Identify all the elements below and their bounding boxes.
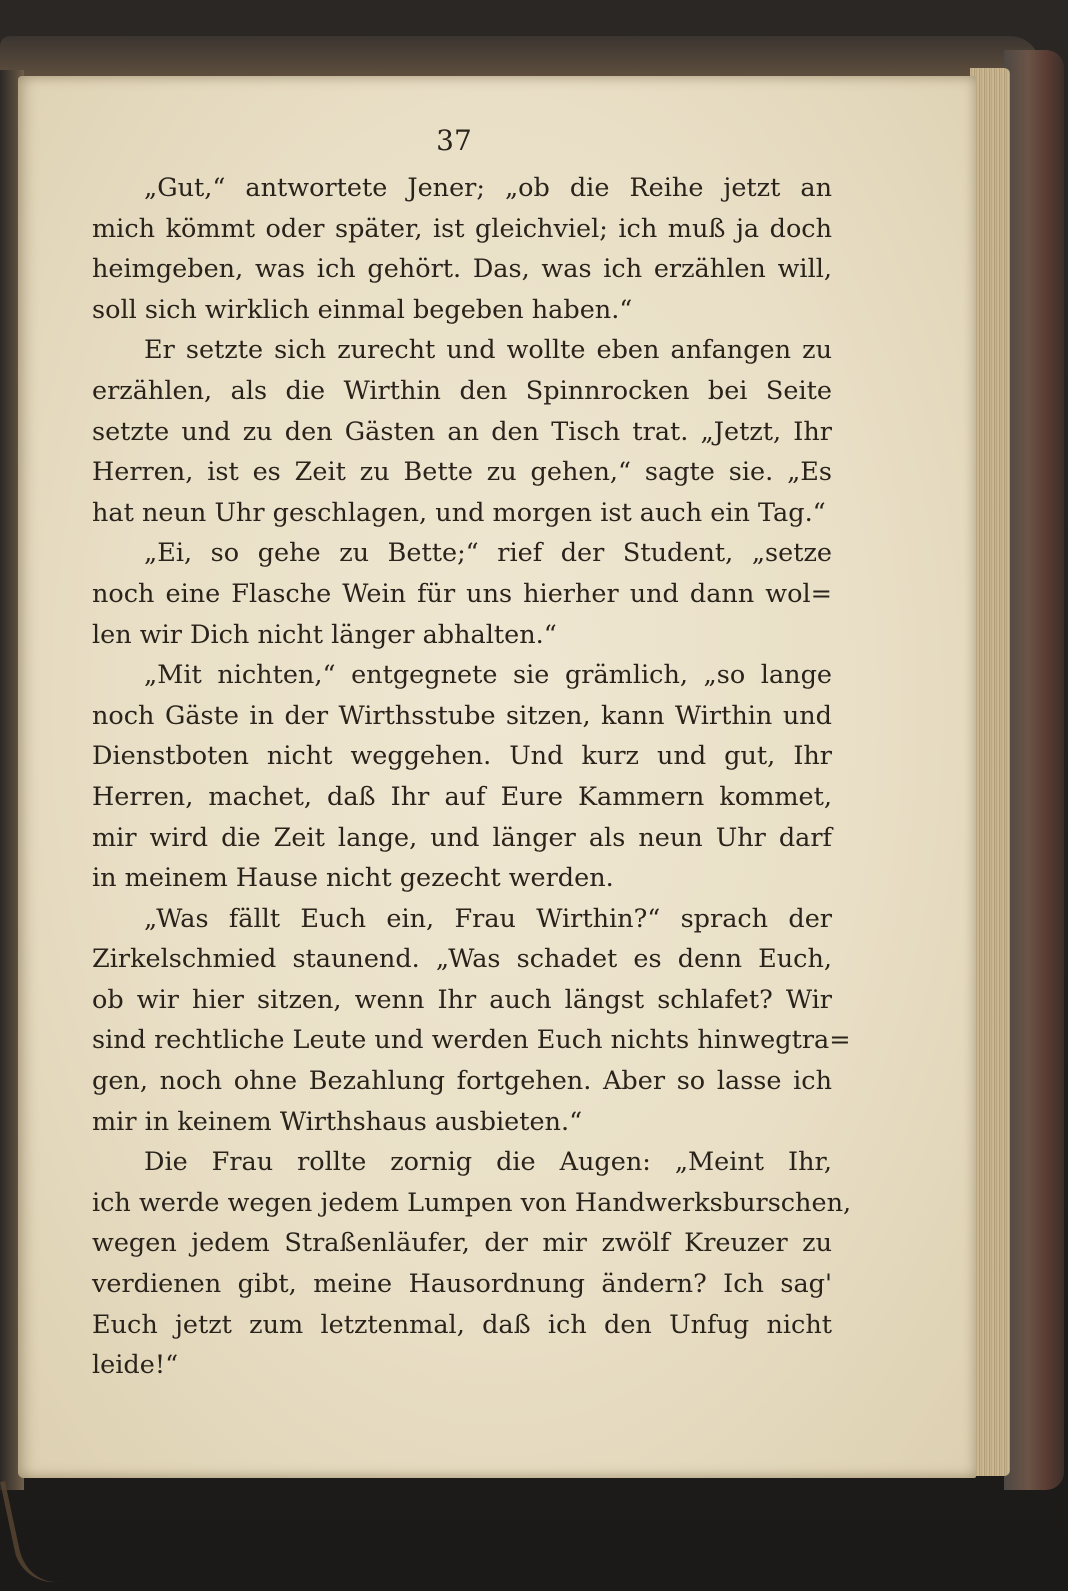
text-line: soll sich wirklich einmal begeben haben.“: [92, 294, 633, 325]
text-line: ich werde wegen jedem Lumpen von Handwerksburschen,: [92, 1187, 852, 1218]
book-cover-right-edge: [1004, 50, 1064, 1490]
text-line: Herren, machet, daß Ihr auf Eure Kammern kommet,: [92, 781, 832, 812]
text-line: Euch jetzt zum letztenmal, daß ich den Unfug nicht: [92, 1309, 832, 1340]
text-line: „Mit nichten,“ entgegnete sie grämlich, „so lange: [144, 660, 832, 691]
text-line: Er setzte sich zurecht und wollte eben anfangen zu: [144, 335, 832, 366]
text-line: wegen jedem Straßenläufer, der mir zwölf Kreuzer zu: [92, 1228, 832, 1259]
text-line: in meinem Hause nicht gezecht werden.: [92, 863, 614, 894]
page-edges: [970, 68, 1010, 1476]
text-line: noch eine Flasche Wein für uns hierher und dann wol=: [92, 578, 832, 609]
text-line: Herren, ist es Zeit zu Bette zu gehen,“ sagte sie. „Es: [92, 457, 832, 488]
text-line: setzte und zu den Gästen an den Tisch trat. „Jetzt, Ihr: [92, 416, 832, 447]
page-text-block: [92, 168, 852, 1386]
text-line: len wir Dich nicht länger abhalten.“: [92, 619, 557, 650]
text-line: noch Gäste in der Wirthsstube sitzen, kann Wirthin und: [92, 700, 832, 731]
text-line: verdienen gibt, meine Hausordnung ändern? Ich sag': [92, 1269, 832, 1300]
text-line: erzählen, als die Wirthin den Spinnrocken bei Seite: [92, 375, 832, 406]
text-line: hat neun Uhr geschlagen, und morgen ist auch ein Tag.“: [92, 497, 826, 528]
text-line: Dienstboten nicht weggehen. Und kurz und gut, Ihr: [92, 741, 832, 772]
page-number: 37: [436, 124, 472, 157]
text-line: mich kömmt oder später, ist gleichviel; ich muß ja doch: [92, 213, 832, 244]
text-line: Zirkelschmied staunend. „Was schadet es denn Euch,: [92, 944, 832, 975]
text-line: gen, noch ohne Bezahlung fortgehen. Aber so lasse ich: [92, 1066, 832, 1097]
text-line: sind rechtliche Leute und werden Euch nichts hinwegtra=: [92, 1025, 851, 1056]
text-line: „Gut,“ antwortete Jener; „ob die Reihe jetzt an: [144, 173, 832, 203]
text-line: mir wird die Zeit lange, und länger als neun Uhr darf: [92, 822, 832, 853]
text-line: heimgeben, was ich gehört. Das, was ich erzählen will,: [92, 254, 832, 285]
text-line: „Was fällt Euch ein, Frau Wirthin?“ sprach der: [144, 903, 832, 934]
text-line: mir in keinem Wirthshaus ausbieten.“: [92, 1106, 583, 1137]
text-line: ob wir hier sitzen, wenn Ihr auch längst schlafet? Wir: [92, 984, 832, 1015]
text-line: leide!“: [92, 1350, 179, 1381]
text-line: Die Frau rollte zornig die Augen: „Meint Ihr,: [144, 1147, 832, 1178]
text-line: „Ei, so gehe zu Bette;“ rief der Student, „setze: [144, 538, 832, 569]
